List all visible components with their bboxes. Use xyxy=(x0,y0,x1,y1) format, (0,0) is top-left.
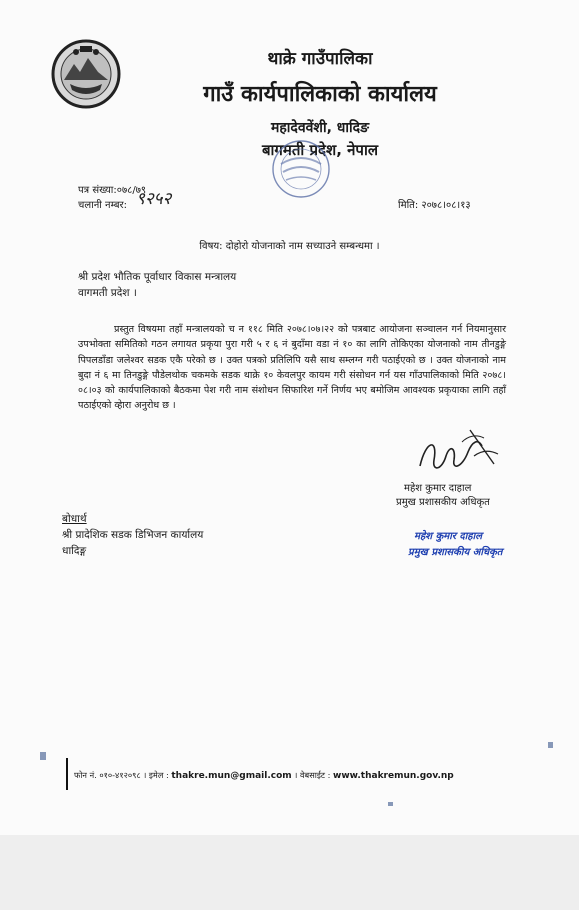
footer-phone: फोन नं. ०१०-४१२०९८ । इमेल : xyxy=(74,770,169,780)
addressee-line-1: श्री प्रदेश भौतिक पूर्वाधार विकास मन्त्रालय xyxy=(78,271,237,283)
signatory-title: प्रमुख प्रशासकीय अधिकृत xyxy=(396,497,490,508)
addressee-line-2: वागमती प्रदेश । xyxy=(78,287,137,299)
footer-rule xyxy=(66,758,68,790)
footer-email: thakre.mun@gmail.com xyxy=(171,771,292,781)
scan-speck xyxy=(388,802,393,806)
name-stamp-line-2: प्रमुख प्रशासकीय अधिकृत xyxy=(408,547,503,558)
office-title: गाउँ कार्यपालिकाको कार्यालय xyxy=(203,82,437,107)
office-province: बागमती प्रदेश, नेपाल xyxy=(261,141,379,159)
cc-label: बोधार्थ xyxy=(62,513,87,525)
subject-line: विषय: दोहोरो योजनाको नाम सच्याउने सम्बन्धमा । xyxy=(199,241,380,252)
letter-number: पत्र संख्या:०७८/७९ xyxy=(78,185,147,196)
cc-line-2: धादिङ्ग xyxy=(62,545,87,557)
scan-speck xyxy=(548,742,553,748)
dispatch-number-label: चलानी नम्बर: xyxy=(78,200,128,211)
signature-icon xyxy=(412,420,502,480)
name-stamp xyxy=(402,522,522,568)
letter-date: मिति: २०७८।०८।१३ xyxy=(398,200,471,211)
footer-contact xyxy=(74,770,564,781)
office-seal-icon xyxy=(256,138,346,200)
dispatch-number-handwritten: ९२५२ xyxy=(136,189,172,209)
letter-body: प्रस्तुत विषयमा तहाँ मन्त्रालयको च न ११८ मिति २०७८।०७।२२ को पत्रबाट आयोजना सञ्चालन गर्न नियमानुसार उपभोक्ता समितिको गठन लगायत प्रकृया पुरा गरी ५ र ६ नं बुदाँमा वडा नं १० का लागि तोकिएका योजनाको नाम तीनडुङ्गे पिपलडाँडा जलेश्वर सडक एकै परेको छ । उक्त पत्रको प्रतिलिपि यसै साथ सम्लग्न गरी पठाईएको छ । उक्त योजनाको नाम बुदा नं ६ मा तिनडुङ्गे पौडेलथोक चकमके सडक थाक्रे १० केवलपुर कायम गरी संसोधन गर्न यस गाँउपालिकाको मिति २०७८।०८।०३ को कार्यपालिकाको बैठकमा पेश गरी नाम संशोधन सिफारिश गर्ने निर्णय भए बमोजिम आवश्यक प्रकृयाका लागि तहाँ पठाईएको व्हेारा अनुरोध छ । xyxy=(78,324,506,412)
nepal-emblem-icon xyxy=(50,38,122,110)
name-stamp-line-1: महेश कुमार दाहाल xyxy=(414,531,482,542)
footer-website: www.thakremun.gov.np xyxy=(333,771,454,781)
footer-web-label: । वेबसाईट : xyxy=(294,770,331,780)
scan-speck xyxy=(40,752,46,760)
office-location: महादेववेंशी, धादिङ xyxy=(271,120,369,136)
scan-background xyxy=(0,835,579,910)
municipality-name: थाक्रे गाउँपालिका xyxy=(267,49,373,69)
cc-line-1: श्री प्रादेशिक सडक डिभिजन कार्यालय xyxy=(62,529,204,541)
signatory-name: महेश कुमार दाहाल xyxy=(404,483,472,494)
